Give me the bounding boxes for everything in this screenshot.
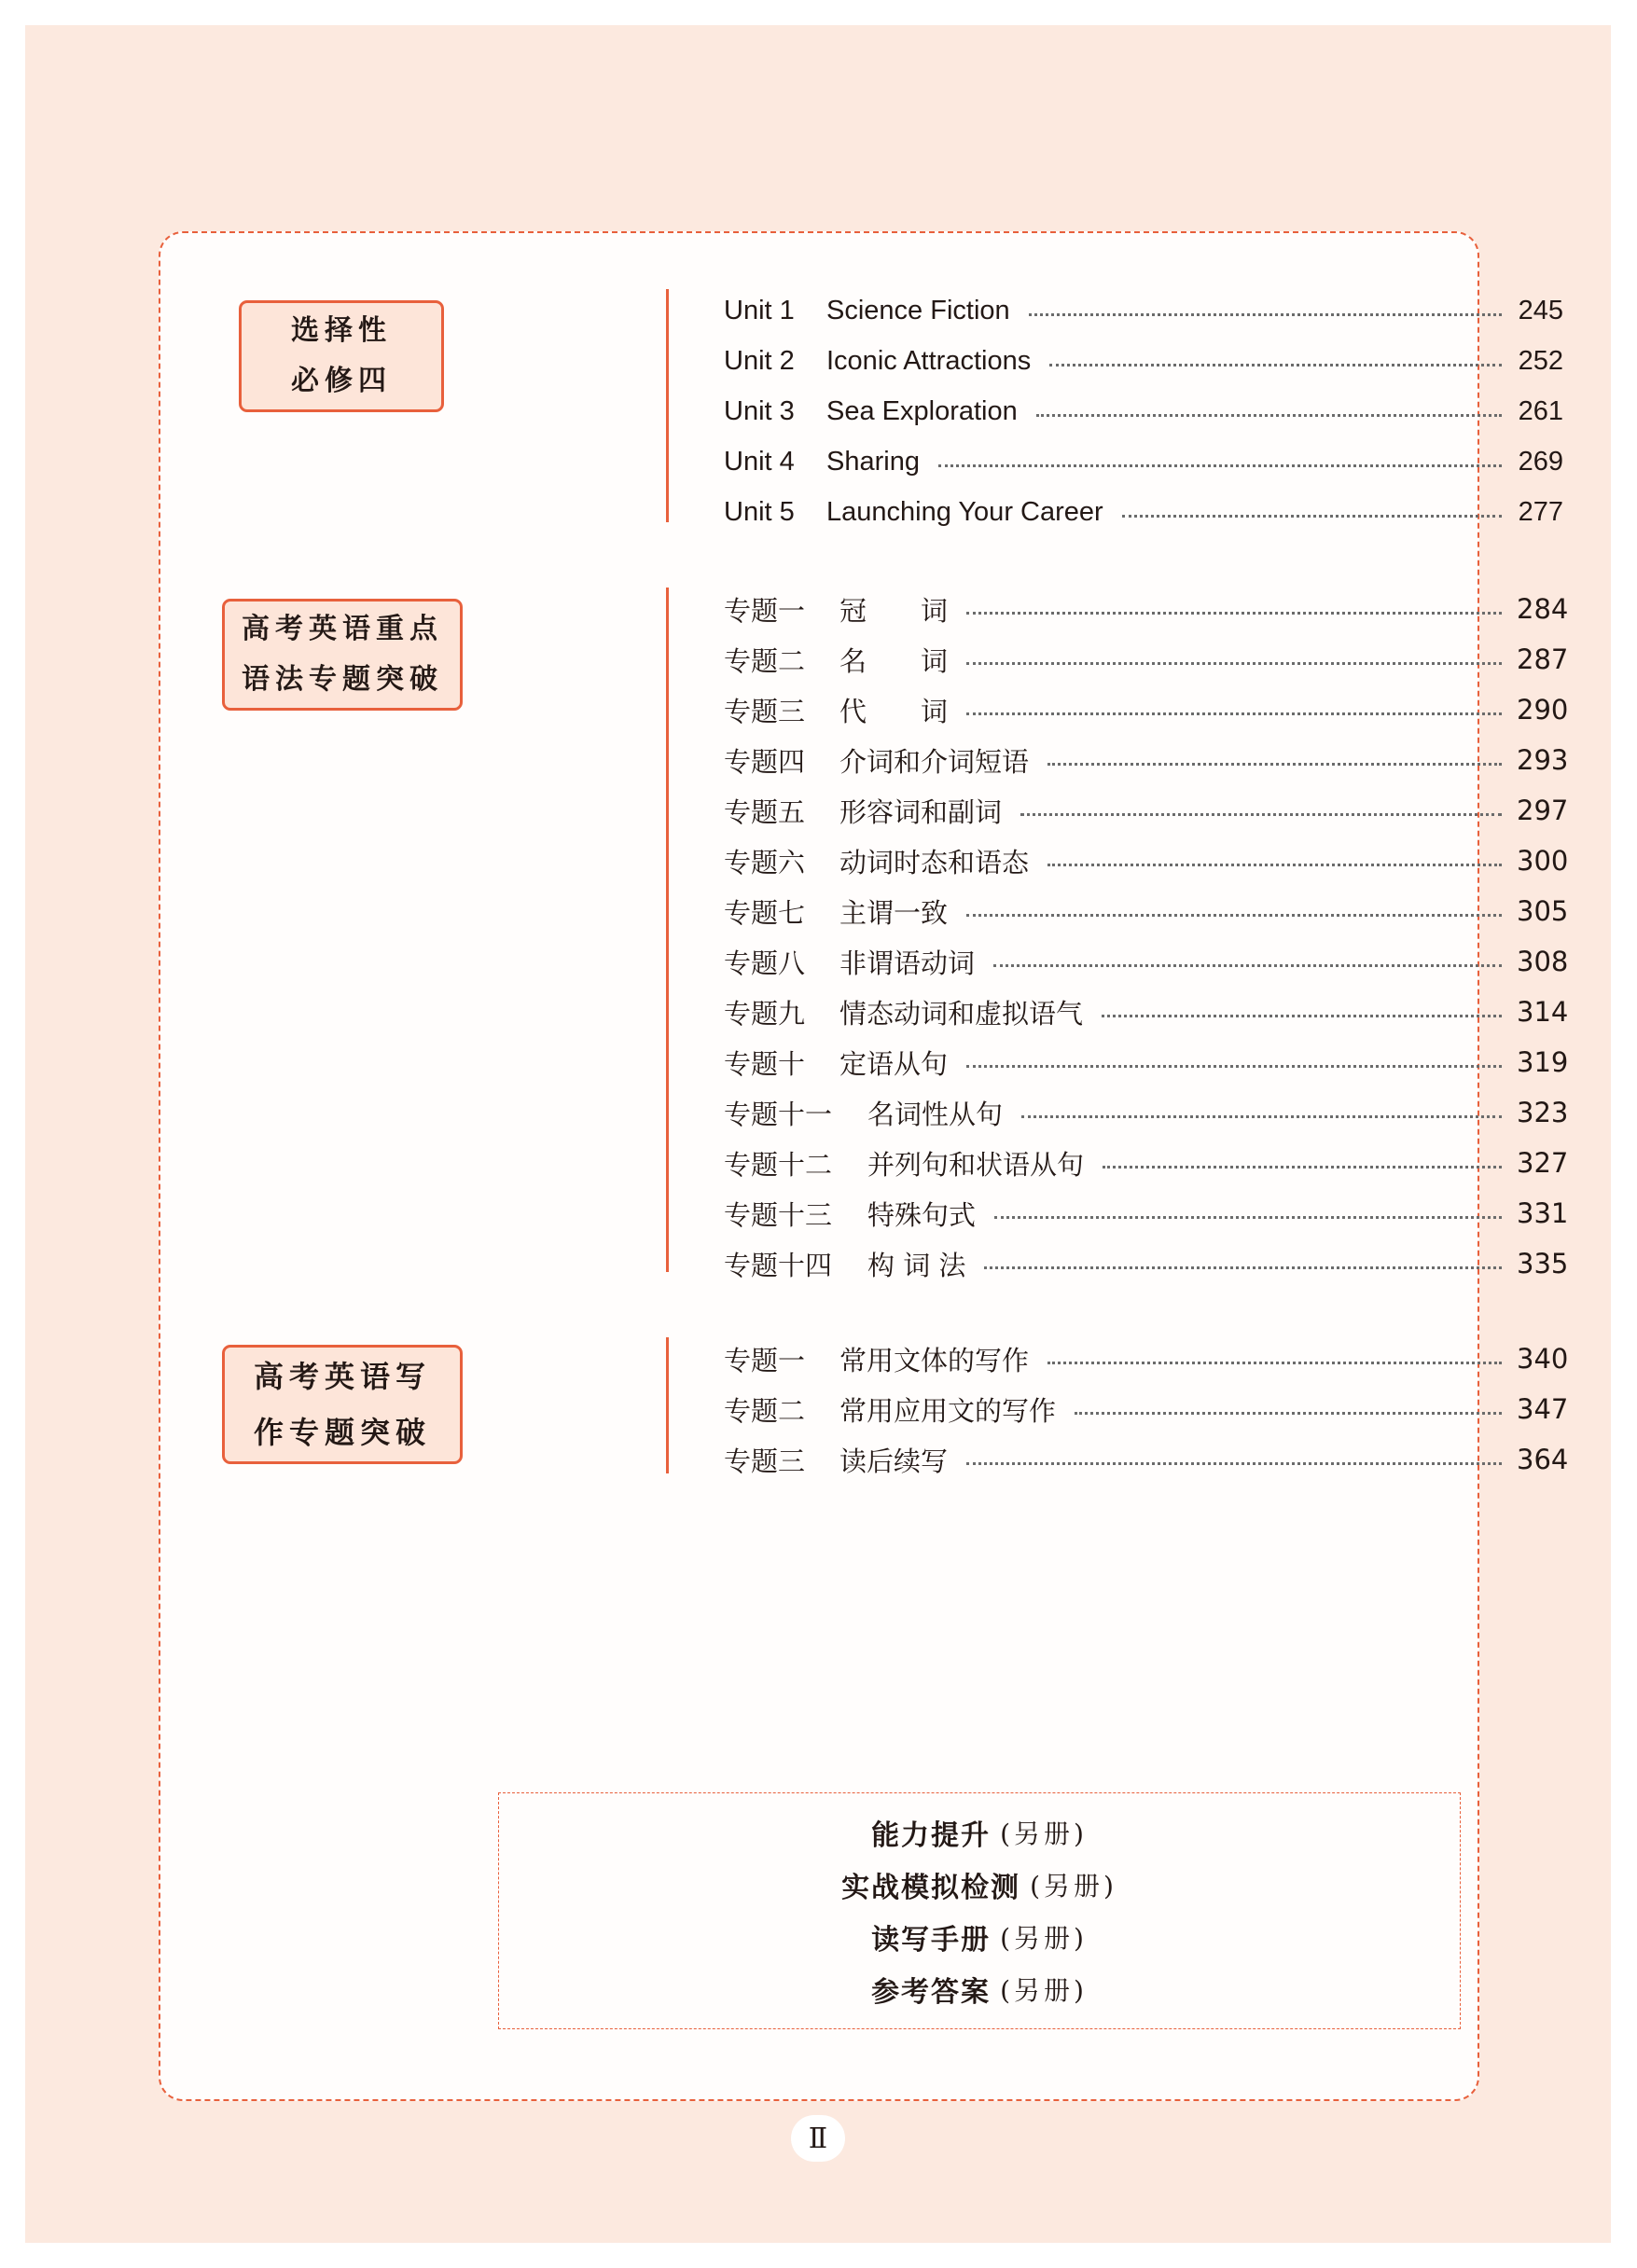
entry-page: 284 <box>1517 593 1569 625</box>
entry-number: 专题一 <box>724 594 806 627</box>
dot-leader <box>1047 763 1502 766</box>
dot-leader <box>994 1216 1502 1219</box>
section-label-line: 必修四 <box>291 365 392 397</box>
entry-title: 冠 词 <box>839 594 949 627</box>
section-label-line: 高考英语写 <box>253 1359 431 1394</box>
entry-title: 动词时态和语态 <box>839 846 1030 878</box>
booklet-note: (另册) <box>1000 1819 1088 1849</box>
dot-leader <box>1102 1015 1502 1017</box>
toc-entry[interactable] <box>724 1138 1569 1188</box>
entry-page: 269 <box>1518 446 1563 477</box>
entry-number: 专题十二 <box>724 1148 833 1181</box>
toc-entry[interactable] <box>724 1087 1569 1138</box>
entry-title: 非谓语动词 <box>839 947 976 979</box>
toc-entry[interactable] <box>724 285 1563 336</box>
entry-page: 319 <box>1517 1046 1569 1078</box>
toc-entry[interactable] <box>724 685 1569 735</box>
dot-leader <box>1103 1166 1502 1169</box>
toc-entry[interactable] <box>724 987 1569 1037</box>
dot-leader <box>1036 414 1502 417</box>
dot-leader <box>966 662 1502 665</box>
entry-page: 290 <box>1517 694 1569 726</box>
section-label-line: 作专题突破 <box>253 1415 431 1450</box>
entry-title: 特殊句式 <box>867 1198 977 1231</box>
entry-number: Unit 1 <box>724 295 795 325</box>
dot-leader <box>938 464 1502 467</box>
toc-list <box>724 584 1569 1289</box>
toc-list <box>724 1334 1569 1485</box>
entry-number: 专题四 <box>724 745 806 778</box>
entry-number: 专题二 <box>724 644 806 677</box>
entry-title: 定语从句 <box>839 1047 949 1080</box>
entry-title: 情态动词和虚拟语气 <box>839 997 1084 1030</box>
entry-number: 专题一 <box>724 1344 806 1376</box>
toc-entry[interactable] <box>724 1238 1569 1289</box>
booklet-item[interactable] <box>871 1911 1088 1963</box>
entry-number: 专题三 <box>724 695 806 727</box>
section-label-line: 高考英语重点 <box>242 613 443 645</box>
dot-leader <box>984 1266 1502 1269</box>
dot-leader <box>1047 1362 1502 1364</box>
entry-title: Sea Exploration <box>826 395 1018 426</box>
entry-title: 主谓一致 <box>839 896 949 929</box>
toc-entry[interactable] <box>724 886 1569 936</box>
dot-leader <box>1049 364 1502 366</box>
booklet-note: (另册) <box>1030 1871 1117 1902</box>
toc-entry[interactable] <box>724 1334 1569 1384</box>
entry-title: Science Fiction <box>826 295 1010 325</box>
entry-page: 305 <box>1517 895 1569 927</box>
entry-number: 专题九 <box>724 997 806 1030</box>
booklet-item[interactable] <box>871 1963 1088 2015</box>
entry-page: 364 <box>1517 1444 1569 1475</box>
booklet-title: 参考答案 <box>871 1977 992 2008</box>
entry-number: 专题八 <box>724 947 806 979</box>
dot-leader <box>1020 813 1502 816</box>
entry-number: 专题七 <box>724 896 806 929</box>
entry-number: 专题十一 <box>724 1098 833 1130</box>
toc-list <box>724 285 1563 537</box>
entry-title: Iconic Attractions <box>826 345 1032 376</box>
entry-page: 335 <box>1517 1248 1569 1279</box>
booklet-item[interactable] <box>841 1859 1117 1911</box>
toc-entry[interactable] <box>724 936 1569 987</box>
entry-page: 261 <box>1518 395 1563 426</box>
entry-number: Unit 4 <box>724 446 795 477</box>
dot-leader <box>966 612 1502 615</box>
entry-number: 专题十四 <box>724 1249 833 1281</box>
section-divider <box>666 1337 669 1473</box>
booklet-title: 能力提升 <box>871 1820 992 1851</box>
toc-entry[interactable] <box>724 785 1569 836</box>
toc-entry[interactable] <box>724 487 1563 537</box>
booklet-title: 实战模拟检测 <box>841 1873 1021 1903</box>
entry-number: Unit 2 <box>724 345 795 376</box>
toc-entry[interactable] <box>724 1037 1569 1087</box>
dot-leader <box>966 1065 1502 1068</box>
toc-entry[interactable] <box>724 1384 1569 1434</box>
section-divider <box>666 289 669 522</box>
dot-leader <box>1029 313 1502 316</box>
toc-entry[interactable] <box>724 836 1569 886</box>
section-divider <box>666 588 669 1272</box>
entry-page: 287 <box>1517 643 1569 675</box>
section-label <box>222 599 463 711</box>
entry-title: 介词和介词短语 <box>839 745 1030 778</box>
entry-page: 277 <box>1518 496 1563 527</box>
entry-page: 327 <box>1517 1147 1569 1179</box>
dot-leader <box>966 1462 1502 1465</box>
dot-leader <box>993 964 1502 967</box>
page-number: Ⅱ <box>791 2115 845 2162</box>
entry-page: 331 <box>1517 1197 1569 1229</box>
entry-page: 347 <box>1517 1393 1569 1425</box>
dot-leader <box>1075 1412 1502 1415</box>
toc-entry[interactable] <box>724 386 1563 436</box>
toc-entry[interactable] <box>724 1434 1569 1485</box>
section-label <box>222 1345 463 1464</box>
section-label <box>239 300 444 412</box>
toc-entry[interactable] <box>724 436 1563 487</box>
separate-booklets-box <box>498 1792 1461 2029</box>
entry-title: 常用文体的写作 <box>839 1344 1030 1376</box>
booklet-note: (另册) <box>1000 1923 1088 1954</box>
toc-entry[interactable] <box>724 735 1569 785</box>
dot-leader <box>1122 515 1502 518</box>
entry-number: 专题十三 <box>724 1198 833 1231</box>
entry-title: 形容词和副词 <box>839 795 1003 828</box>
entry-number: 专题十 <box>724 1047 806 1080</box>
entry-number: Unit 5 <box>724 496 795 527</box>
contents-card <box>159 231 1569 2101</box>
booklet-item[interactable] <box>871 1806 1088 1859</box>
toc-entry[interactable] <box>724 634 1569 685</box>
section-label-line: 语法专题突破 <box>242 663 443 696</box>
entry-page: 245 <box>1518 295 1563 325</box>
entry-title: 构 词 法 <box>867 1249 966 1281</box>
entry-title: 名 词 <box>839 644 949 677</box>
entry-number: 专题二 <box>724 1394 806 1427</box>
entry-title: 常用应用文的写作 <box>839 1394 1057 1427</box>
toc-entry[interactable] <box>724 1188 1569 1238</box>
entry-page: 308 <box>1517 946 1569 977</box>
entry-title: Launching Your Career <box>826 496 1103 527</box>
entry-page: 293 <box>1517 744 1569 776</box>
entry-page: 297 <box>1517 795 1569 826</box>
entry-number: Unit 3 <box>724 395 795 426</box>
section-label-line: 选择性 <box>291 314 392 347</box>
entry-title: 读后续写 <box>839 1445 949 1477</box>
entry-title: Sharing <box>826 446 920 477</box>
entry-number: 专题三 <box>724 1445 806 1477</box>
entry-page: 300 <box>1517 845 1569 877</box>
entry-number: 专题五 <box>724 795 806 828</box>
booklet-note: (另册) <box>1000 1975 1088 2006</box>
dot-leader <box>966 712 1502 715</box>
booklet-title: 读写手册 <box>871 1925 992 1956</box>
dot-leader <box>1047 864 1502 866</box>
dot-leader <box>1021 1115 1502 1118</box>
entry-page: 340 <box>1517 1343 1569 1375</box>
entry-page: 323 <box>1517 1097 1569 1128</box>
entry-title: 并列句和状语从句 <box>867 1148 1085 1181</box>
entry-page: 252 <box>1518 345 1563 376</box>
entry-title: 代 词 <box>839 695 949 727</box>
entry-number: 专题六 <box>724 846 806 878</box>
entry-page: 314 <box>1517 996 1569 1028</box>
dot-leader <box>966 914 1502 917</box>
entry-title: 名词性从句 <box>867 1098 1004 1130</box>
toc-entry[interactable] <box>724 584 1569 634</box>
toc-entry[interactable] <box>724 336 1563 386</box>
